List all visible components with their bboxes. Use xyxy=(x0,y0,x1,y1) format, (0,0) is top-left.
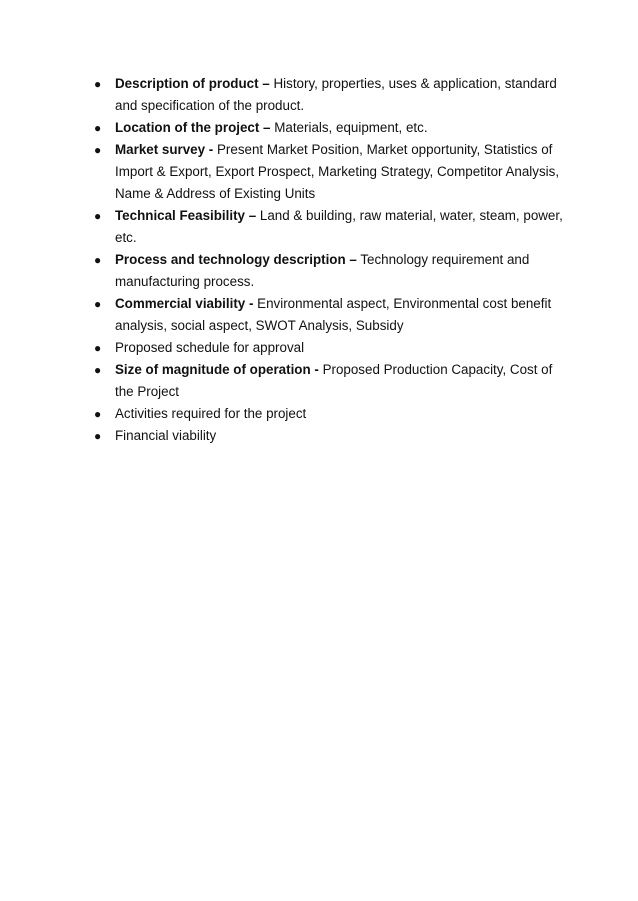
bullet-icon: ● xyxy=(94,341,102,355)
list-item xyxy=(94,73,564,117)
item-term: Description of product – xyxy=(115,76,270,91)
item-term: Commercial viability - xyxy=(115,296,254,311)
item-text: Present Market Position, Market opportunity, Statistics of Import & Export, Export Prospect, Marketing Strategy, Competitor Analysis, Name & Address of Existing Units xyxy=(115,142,560,201)
bullet-icon: ● xyxy=(94,253,102,267)
item-text: History, properties, uses & application, standard and specification of the product. xyxy=(115,76,557,113)
item-text: Proposed Production Capacity, Cost of the Project xyxy=(115,362,553,399)
item-term: Location of the project – xyxy=(115,120,271,135)
item-text: Proposed schedule for approval xyxy=(115,340,305,355)
item-text: Environmental aspect, Environmental cost benefit analysis, social aspect, SWOT Analysis, Subsidy xyxy=(115,296,552,333)
item-text: Materials, equipment, etc. xyxy=(274,120,428,135)
item-text: Financial viability xyxy=(115,428,217,443)
list-item xyxy=(94,293,564,337)
bullet-icon: ● xyxy=(94,209,102,223)
list-item xyxy=(94,249,564,293)
list-item xyxy=(94,337,564,359)
bullet-icon: ● xyxy=(94,363,102,377)
bullet-icon: ● xyxy=(94,407,102,421)
bullet-icon: ● xyxy=(94,429,102,443)
list-item xyxy=(94,117,564,139)
list-item xyxy=(94,425,564,447)
list-item xyxy=(94,359,564,403)
item-term: Size of magnitude of operation - xyxy=(115,362,319,377)
bullet-icon: ● xyxy=(94,143,102,157)
list-item xyxy=(94,403,564,425)
bullet-list xyxy=(94,73,564,447)
item-term: Process and technology description – xyxy=(115,252,357,267)
item-text: Technology requirement and manufacturing process. xyxy=(115,252,530,289)
item-text: Activities required for the project xyxy=(115,406,307,421)
bullet-icon: ● xyxy=(94,121,102,135)
bullet-icon: ● xyxy=(94,297,102,311)
list-item xyxy=(94,205,564,249)
item-term: Market survey - xyxy=(115,142,214,157)
item-term: Technical Feasibility – xyxy=(115,208,257,223)
bullet-icon: ● xyxy=(94,77,102,91)
list-item xyxy=(94,139,564,205)
item-text: Land & building, raw material, water, steam, power, etc. xyxy=(115,208,563,245)
